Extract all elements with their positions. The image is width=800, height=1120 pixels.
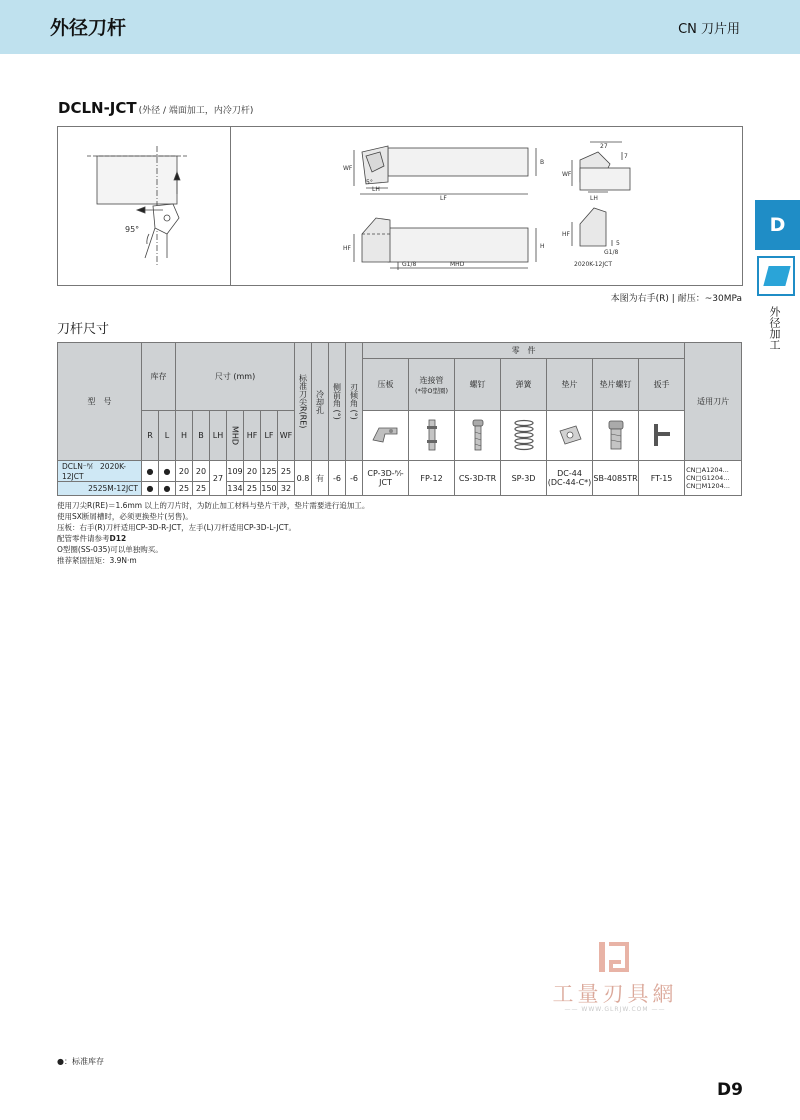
sub-r: R	[142, 411, 159, 461]
header-category: CN 刀片用	[678, 22, 740, 37]
stock-l: ●	[159, 461, 176, 482]
cell-re: 0.8	[295, 461, 312, 496]
product-title	[58, 99, 253, 117]
dim-h-label: H	[540, 243, 545, 250]
sub-hf: HF	[244, 411, 261, 461]
part-header-wrench: 扳手	[639, 359, 685, 411]
cell-lh: 27	[210, 461, 227, 496]
part-header-screw: 螺钉	[455, 359, 501, 411]
diagram-model-label: 2020K-12JCT	[574, 261, 612, 268]
col-coolant-header: 冷却孔	[312, 343, 329, 461]
col-dims-header: 尺寸 (mm)	[176, 343, 295, 411]
cell-lf: 125	[261, 461, 278, 482]
cell-shim-screw: SB-4085TR	[593, 461, 639, 496]
shim-screw-image	[593, 411, 639, 461]
dim-right-wf-label: WF	[562, 171, 572, 178]
part-header-shim: 垫片	[547, 359, 593, 411]
cell-wrench: FT-15	[639, 461, 685, 496]
cell-lf: 150	[261, 482, 278, 496]
cell-hf: 25	[244, 482, 261, 496]
sub-lf: LF	[261, 411, 278, 461]
insert-icon	[757, 256, 795, 296]
part-header-clamp: 压板	[363, 359, 409, 411]
table-row-model: 2525M-12JCT	[58, 482, 142, 496]
note-reference-link[interactable]: D12	[109, 534, 127, 543]
col-side-rake-header: 侧前角 (°)	[329, 343, 346, 461]
dim-b-label: B	[540, 159, 545, 166]
cell-hf: 20	[244, 461, 261, 482]
col-model-header: 型 号	[58, 343, 142, 461]
cell-mhd: 109	[227, 461, 244, 482]
dim-right-lh-label: LH	[590, 195, 598, 202]
cell-clamp: CP-3D-ᴿ⁄ₗ-JCT	[363, 461, 409, 496]
page-header	[0, 0, 800, 54]
wrench-image	[639, 411, 685, 461]
screw-image	[455, 411, 501, 461]
note-line: 压板：右手(R)刀杆适用CP-3D-R-JCT，左手(L)刀杆适用CP-3D-L-JCT。	[57, 523, 296, 532]
sub-lh: LH	[210, 411, 227, 461]
col-stock-header: 库存	[142, 343, 176, 411]
sub-b: B	[193, 411, 210, 461]
cell-h: 20	[176, 461, 193, 482]
cell-b: 25	[193, 482, 210, 496]
cell-wf: 32	[278, 482, 295, 496]
cell-shim: DC-44 (DC-44-C*)	[547, 461, 593, 496]
cell-coolant: 有	[312, 461, 329, 496]
cell-wf: 25	[278, 461, 295, 482]
dim-right-g-label: G1/8	[604, 249, 619, 256]
approach-angle-label: 95°	[125, 225, 140, 234]
dim-5-label: 5	[616, 240, 620, 247]
dim-lh-label: LH	[372, 186, 380, 193]
cell-h: 25	[176, 482, 193, 496]
figure-divider	[230, 126, 231, 286]
sub-l: L	[159, 411, 176, 461]
dim-mhd-label: MHD	[450, 261, 465, 268]
dim-wf-label: WF	[343, 165, 353, 172]
chapter-label: 外径加工	[768, 306, 781, 350]
cell-screw: CS-3D-TR	[455, 461, 501, 496]
col-incl-header: 刃倾角 (°)	[346, 343, 363, 461]
cell-side-rake: -6	[329, 461, 346, 496]
chapter-tab[interactable]: D	[755, 200, 800, 250]
dim-hf-label: HF	[343, 245, 351, 252]
watermark-logo-icon	[597, 940, 631, 976]
dim-lf-label: LF	[440, 195, 447, 202]
cell-b: 20	[193, 461, 210, 482]
sub-h: H	[176, 411, 193, 461]
cell-tube: FP-12	[409, 461, 455, 496]
dim-7-label: 7	[624, 153, 628, 160]
spec-table	[57, 342, 742, 496]
sub-mhd: MHD	[227, 411, 244, 461]
stock-r: ●	[142, 482, 159, 496]
dim-27-label: 27	[600, 143, 608, 150]
holder-dimension-diagram	[340, 138, 555, 278]
col-insert-header: 适用刀片	[685, 343, 742, 461]
part-header-shim-screw: 垫片螺钉	[593, 359, 639, 411]
notes	[57, 500, 369, 566]
machining-diagram	[57, 126, 230, 286]
note-line: 使用SX断屑槽时，必须更换垫片(另售)。	[57, 512, 193, 521]
section-title: 刀杆尺寸	[57, 322, 110, 337]
sub-wf: WF	[278, 411, 295, 461]
watermark-url: —— WWW.GLRJW.COM ——	[564, 1006, 666, 1013]
cell-inserts: CN□A1204... CN□G1204... CN□M1204...	[685, 461, 742, 496]
col-re-header: 标准刀尖R(RE)	[295, 343, 312, 461]
watermark-text: 工量刃具網	[552, 982, 678, 1006]
dim-right-hf-label: HF	[562, 231, 570, 238]
note-line: 使用刀尖R(RE)＝1.6mm 以上的刀片时，为防止加工材料与垫片干涉，垫片需要进行追加工。	[57, 501, 370, 510]
product-description: (外径 / 端面加工，内冷刀杆)	[138, 106, 254, 116]
dim-angle-label: 5°	[366, 179, 373, 186]
cell-mhd: 134	[227, 482, 244, 496]
stock-l: ●	[159, 482, 176, 496]
shim-image	[547, 411, 593, 461]
dim-g-label: G1/8	[402, 261, 417, 268]
product-code: DCLN-JCT	[58, 99, 137, 117]
front-view-diagram	[560, 138, 638, 270]
table-row-model: DCLN⁻ᴿ⁄ₗ 2020K-12JCT	[58, 461, 142, 482]
col-parts-header: 零 件	[363, 343, 685, 359]
cell-incl: -6	[346, 461, 363, 496]
spring-image	[501, 411, 547, 461]
part-header-spring: 弹簧	[501, 359, 547, 411]
note-line: 推荐紧固扭矩：3.9N·m	[57, 556, 137, 565]
cell-spring: SP-3D	[501, 461, 547, 496]
figure-note: 本图为右手(R) | 耐压：~30MPa	[610, 294, 742, 304]
page-number: D9	[717, 1080, 743, 1100]
tube-image	[409, 411, 455, 461]
note-line: 配管零件请参考D12	[57, 534, 127, 543]
stock-r: ●	[142, 461, 159, 482]
clamp-image	[363, 411, 409, 461]
note-line: O型圈(SS-035)可以单独购买。	[57, 545, 163, 554]
legend: ●：标准库存	[57, 1057, 104, 1066]
page-title: 外径刀杆	[50, 17, 127, 39]
part-header-tube: 连接管 (*带O型圈)	[409, 359, 455, 411]
